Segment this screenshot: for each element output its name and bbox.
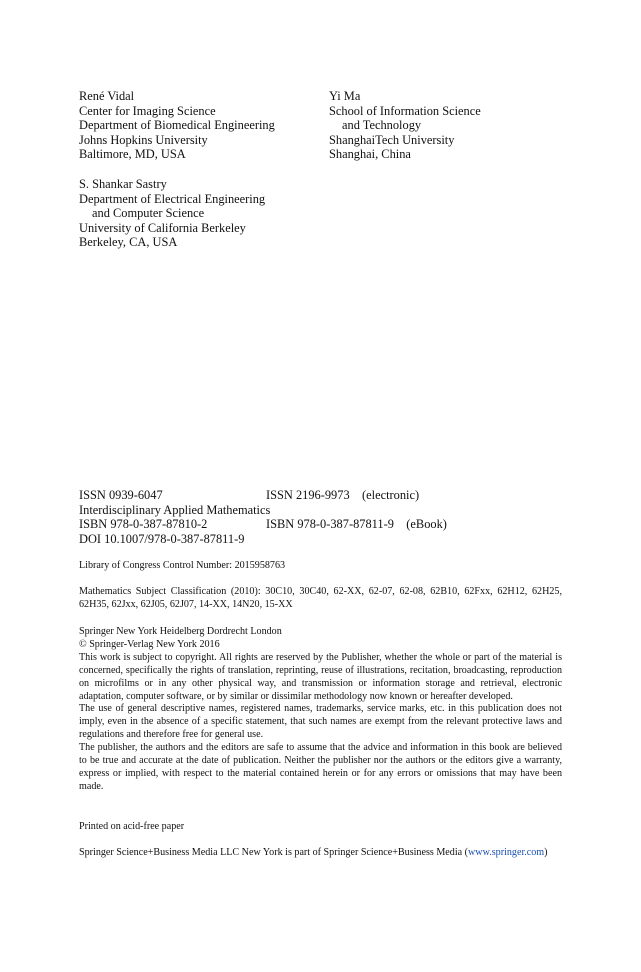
trademark-paragraph: The use of general descriptive names, registered names, trademarks, service marks, etc. in this publication does not imply, even in the absence of a specific statement, that such names are exempt from the relevant protective laws and regulations and therefore free for general use. (79, 703, 562, 741)
author-affiliation: ShanghaiTech University (329, 132, 455, 147)
issn-print: ISSN 0939-6047 (79, 488, 163, 502)
author-affiliation: Department of Electrical Engineering (79, 191, 266, 206)
author-block-ma (329, 89, 481, 162)
author-name: Yi Ma (329, 89, 361, 103)
isbn-print: ISBN 978-0-387-87810-2 (79, 517, 208, 532)
publisher-notice (79, 626, 562, 794)
disclaimer-paragraph: The publisher, the authors and the editors are safe to assume that the advice and information in this book are believed to be true and accurate at the date of publication. Neither the publisher nor the authors or the editors give a warranty, express or implied, with respect to the material contained herein or for any errors or omissions that may have been made. (79, 742, 562, 792)
author-name: S. Shankar Sastry (79, 177, 167, 191)
copyright-paragraph: This work is subject to copyright. All rights are reserved by the Publisher, whether the whole or part of the material is concerned, specifically the rights of translation, reprinting, reuse of illustrations, recitation, broadcasting, reproduction on microfilms or in any other physical way, and transmission or information storage and retrieval, electronic adaptation, computer software, or by similar or dissimilar methodology now known or hereafter developed. (79, 651, 562, 702)
printed-text: Printed on acid-free paper (79, 821, 185, 832)
author-affiliation: and Computer Science (92, 206, 205, 221)
publisher-cities: Springer New York Heidelberg Dordrecht London (79, 626, 282, 637)
issn-electronic: ISSN 2196-9973 (electronic) (266, 488, 420, 502)
footer-text: Springer Science+Business Media LLC New York is part of Springer Science+Business Media ( (79, 847, 468, 858)
footer-close: ) (544, 847, 548, 858)
author-location: Shanghai, China (329, 147, 411, 162)
author-affiliation: University of California Berkeley (79, 220, 246, 235)
subject-classification (79, 586, 562, 612)
author-block-vidal (79, 89, 275, 162)
author-block-sastry (79, 177, 265, 250)
series-title: Interdisciplinary Applied Mathematics (79, 502, 271, 517)
author-location: Baltimore, MD, USA (79, 147, 186, 162)
author-location: Berkeley, CA, USA (79, 235, 178, 250)
author-name: René Vidal (79, 89, 135, 103)
msc-text: Mathematics Subject Classification (2010): 30C10, 30C40, 62-XX, 62-07, 62-08, 62B10, 62Fxx, 62H12, 62H25, 62H35, 62Jxx, 62J05, 62J07, 14-XX, 14N20, 15-XX (79, 586, 562, 610)
isbn-ebook: ISBN 978-0-387-87811-9 (eBook) (266, 517, 447, 532)
doi: DOI 10.1007/978-0-387-87811-9 (79, 531, 245, 546)
springer-footer (79, 847, 562, 860)
springer-link[interactable]: www.springer.com (468, 847, 545, 858)
author-affiliation: Center for Imaging Science (79, 103, 216, 118)
author-affiliation: Johns Hopkins University (79, 132, 208, 147)
author-affiliation: Department of Biomedical Engineering (79, 118, 275, 133)
issn-block (79, 488, 579, 546)
copyright-line: © Springer-Verlag New York 2016 (79, 638, 220, 650)
library-of-congress-number (79, 560, 562, 573)
printed-note (79, 821, 562, 834)
author-affiliation: School of Information Science (329, 103, 481, 118)
lccn-text: Library of Congress Control Number: 2015958763 (79, 560, 286, 571)
author-affiliation: and Technology (342, 118, 422, 133)
